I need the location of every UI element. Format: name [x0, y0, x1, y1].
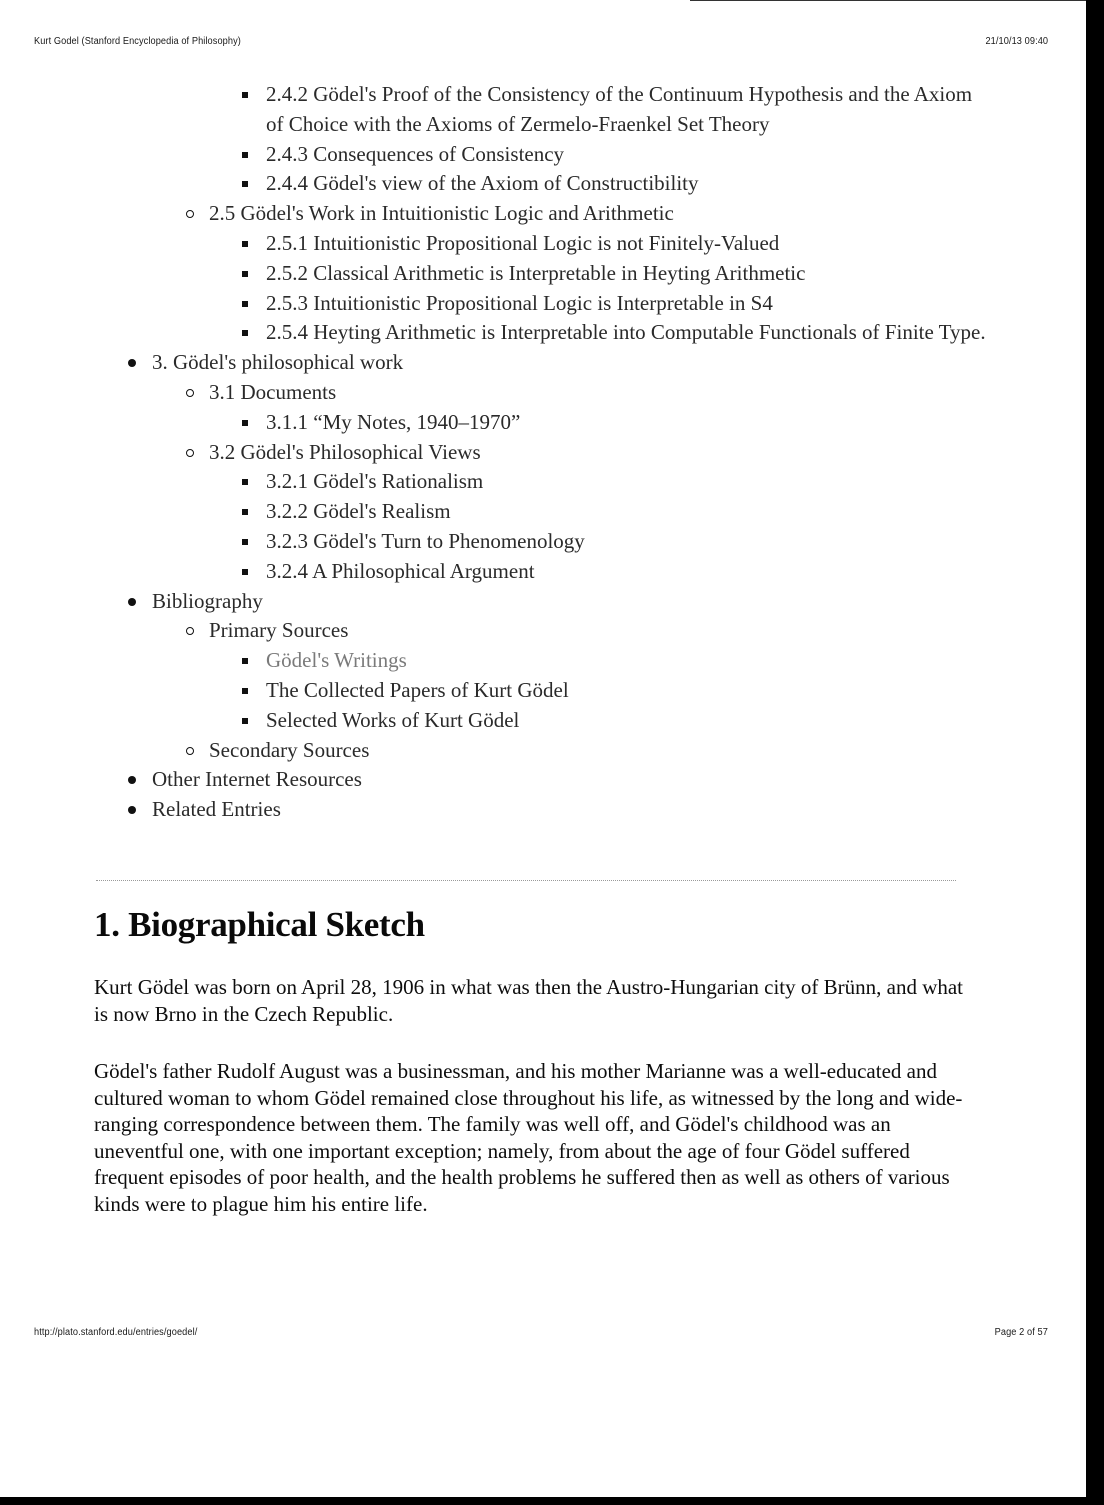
toc-item-label: 3.2.3 Gödel's Turn to Phenomenology [266, 528, 585, 553]
square-bullet-icon [242, 301, 248, 307]
square-bullet-icon [242, 718, 248, 724]
print-footer-page-number: Page 2 of 57 [994, 1327, 1048, 1338]
toc-item-2-5-1[interactable] [0, 229, 1000, 259]
toc-item-label: 3.2.4 A Philosophical Argument [266, 558, 535, 583]
toc-item-2-4-2[interactable] [0, 80, 1006, 140]
filled-circle-bullet-icon [128, 359, 136, 367]
filled-circle-bullet-icon [128, 776, 136, 784]
toc-item-other-internet-resources[interactable] [0, 765, 1000, 795]
scan-artifact-bottom-edge [0, 1497, 1104, 1505]
square-bullet-icon [242, 658, 248, 664]
toc-item-collected-papers[interactable] [0, 676, 1000, 706]
square-bullet-icon [242, 241, 248, 247]
hollow-circle-bullet-icon [186, 210, 194, 218]
hollow-circle-bullet-icon [186, 747, 194, 755]
toc-item-label: 3.2 Gödel's Philosophical Views [209, 439, 481, 464]
toc-item-godels-writings[interactable] [0, 646, 1000, 676]
toc-item-label: 2.5.1 Intuitionistic Propositional Logic is not Finitely-Valued [266, 230, 780, 255]
toc-item-label: 2.4.4 Gödel's view of the Axiom of Constructibility [266, 171, 699, 196]
toc-item-label: 2.5.4 Heyting Arithmetic is Interpretable into Computable Functionals of Finite Type. [266, 320, 986, 345]
section-heading: 1. Biographical Sketch [94, 905, 425, 944]
toc-item-label: The Collected Papers of Kurt Gödel [266, 677, 569, 702]
square-bullet-icon [242, 271, 248, 277]
toc-item-label: 3.1 Documents [209, 379, 337, 404]
toc-item-label: 2.5.3 Intuitionistic Propositional Logic is Interpretable in S4 [266, 290, 773, 315]
toc-item-related-entries[interactable] [0, 795, 1000, 825]
toc-item-label: 2.4.3 Consequences of Consistency [266, 141, 565, 166]
toc-item-label: 3.2.1 Gödel's Rationalism [266, 469, 484, 494]
toc-item-bibliography[interactable] [0, 587, 1000, 617]
toc-item-label: 3.2.2 Gödel's Realism [266, 499, 451, 524]
toc-item-label: 2.4.2 Gödel's Proof of the Consistency of the Continuum Hypothesis and the Axiom of Choice with the Axioms of Zermelo-Fraenkel Set Theory [266, 82, 973, 136]
hollow-circle-bullet-icon [186, 627, 194, 635]
print-header-datetime: 21/10/13 09:40 [985, 36, 1048, 47]
section-divider [96, 880, 956, 882]
toc-item-2-5-4[interactable] [0, 318, 1006, 348]
toc-item-label: Related Entries [152, 797, 281, 822]
square-bullet-icon [242, 569, 248, 575]
square-bullet-icon [242, 152, 248, 158]
toc-item-3-2[interactable] [0, 438, 1000, 468]
square-bullet-icon [242, 181, 248, 187]
toc-item-2-5[interactable] [0, 199, 1000, 229]
print-header-title: Kurt Godel (Stanford Encyclopedia of Philosophy) [34, 36, 241, 47]
body-paragraph-2: Gödel's father Rudolf August was a businessman, and his mother Marianne was a well-educated and cultured woman to whom Gödel remained close throughout his life, as witnessed by the long and wide-ranging correspondence between them. The family was well off, and Gödel's childhood was an uneventful one, with one important exception; namely, from about the age of four Gödel suffered frequent episodes of poor health, and the health problems he suffered then as well as others of various kinds were to plague him his entire life. [94, 1059, 963, 1216]
filled-circle-bullet-icon [128, 598, 136, 606]
toc-item-3-1-1[interactable] [0, 408, 1000, 438]
toc-item-label: Secondary Sources [209, 737, 370, 762]
toc-item-2-4-3[interactable] [0, 140, 1000, 170]
square-bullet-icon [242, 688, 248, 694]
square-bullet-icon [242, 92, 248, 98]
toc-item-3-2-3[interactable] [0, 527, 1000, 557]
toc-item-label: Selected Works of Kurt Gödel [266, 707, 520, 732]
toc-item-primary-sources[interactable] [0, 616, 1000, 646]
toc-item-3-1[interactable] [0, 378, 1000, 408]
body-paragraph-1: Kurt Gödel was born on April 28, 1906 in what was then the Austro-Hungarian city of Brünn, and what is now Brno in the Czech Republic. [94, 975, 964, 1026]
hollow-circle-bullet-icon [186, 449, 194, 457]
toc-item-3-2-2[interactable] [0, 497, 1000, 527]
square-bullet-icon [242, 420, 248, 426]
square-bullet-icon [242, 509, 248, 515]
toc-item-3[interactable] [0, 348, 1000, 378]
toc-item-label: 3. Gödel's philosophical work [152, 350, 404, 375]
table-of-contents [0, 80, 1000, 825]
toc-item-3-2-4[interactable] [0, 557, 1000, 587]
print-footer [34, 1327, 1048, 1338]
toc-item-label: 2.5.2 Classical Arithmetic is Interpretable in Heyting Arithmetic [266, 260, 806, 285]
toc-item-label: 2.5 Gödel's Work in Intuitionistic Logic and Arithmetic [209, 201, 674, 226]
square-bullet-icon [242, 330, 248, 336]
hollow-circle-bullet-icon [186, 389, 194, 397]
toc-item-selected-works[interactable] [0, 706, 1000, 736]
toc-item-label: 3.1.1 “My Notes, 1940–1970” [266, 409, 521, 434]
toc-item-label: Gödel's Writings [266, 648, 407, 673]
toc-item-label: Other Internet Resources [152, 767, 362, 792]
print-header [34, 36, 1048, 47]
square-bullet-icon [242, 539, 248, 545]
square-bullet-icon [242, 479, 248, 485]
toc-item-label: Primary Sources [209, 618, 349, 643]
toc-item-2-4-4[interactable] [0, 169, 1000, 199]
toc-item-secondary-sources[interactable] [0, 736, 1000, 766]
toc-item-3-2-1[interactable] [0, 467, 1000, 497]
toc-item-2-5-3[interactable] [0, 289, 1000, 319]
scan-artifact-top-edge [690, 0, 1086, 1]
toc-item-2-5-2[interactable] [0, 259, 1000, 289]
filled-circle-bullet-icon [128, 806, 136, 814]
print-footer-url: http://plato.stanford.edu/entries/goedel/ [34, 1327, 198, 1338]
toc-item-label: Bibliography [152, 588, 263, 613]
scan-artifact-right-edge [1086, 0, 1104, 1505]
